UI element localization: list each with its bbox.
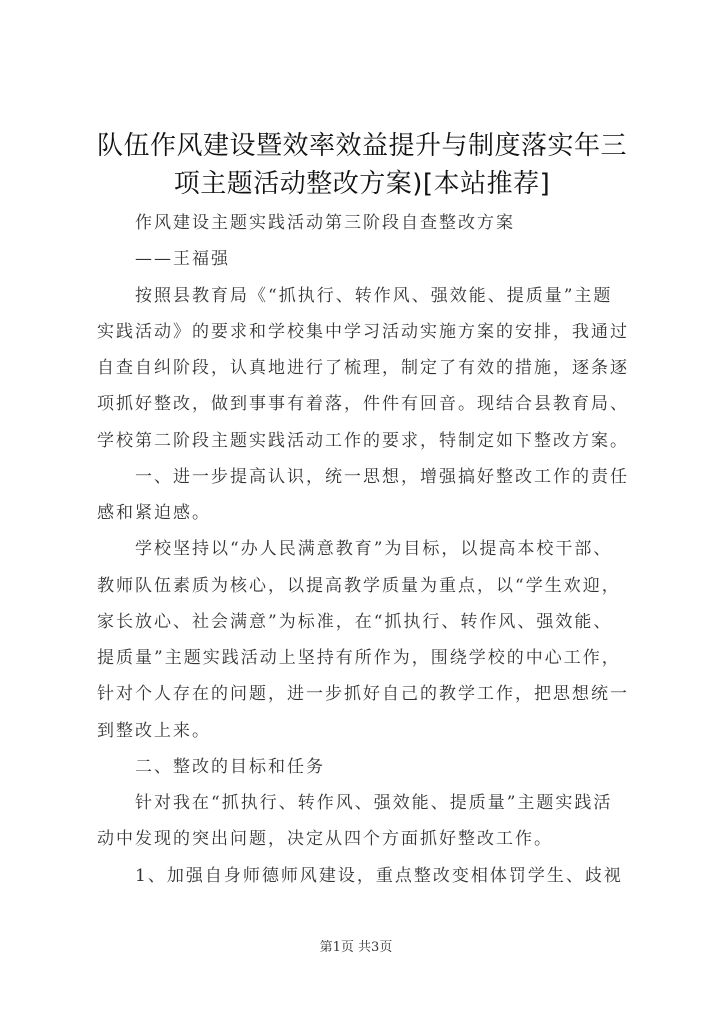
paragraph-intro: [97, 278, 642, 459]
paragraph-school-commitment: [97, 531, 642, 749]
title-line: 项主题活动整改方案)[本站推荐]: [173, 169, 551, 199]
paragraph-line: 按照县教育局《“抓执行、转作风、强效能、提质量”主题: [135, 285, 613, 306]
paragraph-line: 1、加强自身师德师风建设，重点整改变相体罚学生、歧视: [135, 865, 623, 886]
paragraph-line: 动中发现的突出问题，决定从四个方面抓好整改工作。: [97, 829, 553, 850]
document-title: [97, 127, 627, 203]
paragraph-line: 针对我在“抓执行、转作风、强效能、提质量”主题实践活: [135, 793, 613, 813]
paragraph-line: 提质量”主题实践活动上坚持有所作为，围绕学校的中心工作，: [97, 648, 621, 668]
page-number-footer: 第1页 共3页: [319, 940, 393, 955]
paragraph-line: 自查自纠阶段，认真地进行了梳理，制定了有效的措施，逐条逐: [97, 358, 629, 378]
paragraph-line: 到整改上来。: [97, 720, 211, 741]
paragraph-line: 二、整改的目标和任务: [135, 756, 325, 777]
paragraph-line: 感和紧迫感。: [97, 503, 211, 523]
paragraph-line: 家长放心、社会满意”为标准，在“抓执行、转作风、强效能、: [97, 611, 613, 632]
paragraph-goals: [97, 785, 642, 858]
title-line: 队伍作风建设暨效率效益提升与制度落实年三: [97, 131, 628, 161]
paragraph-line: 学校第二阶段主题实践活动工作的要求，特制定如下整改方案。: [97, 430, 629, 451]
paragraph-line: 项抓好整改，做到事事有着落，件件有回音。现结合县教育局、: [97, 394, 629, 415]
section-heading-one: [97, 459, 642, 532]
paragraph-line: 教师队伍素质为核心，以提高教学质量为重点，以“学生欢迎，: [97, 575, 621, 596]
document-subtitle: 作风建设主题实践活动第三阶段自查整改方案: [135, 213, 515, 233]
paragraph-line: 实践活动》的要求和学校集中学习活动实施方案的安排，我通过: [97, 321, 629, 342]
paragraph-line: 学校坚持以“办人民满意教育”为目标，以提高本校干部、: [135, 539, 613, 560]
document-author: ——王福强: [135, 249, 230, 270]
paragraph-line: 一、进一步提高认识，统一思想，增强搞好整改工作的责任: [135, 466, 629, 487]
paragraph-line: 针对个人存在的问题，进一步抓好自己的教学工作，把思想统一: [97, 684, 629, 705]
section-heading-two: [97, 749, 642, 785]
document-body: [97, 205, 642, 894]
list-item-1: [97, 858, 642, 894]
